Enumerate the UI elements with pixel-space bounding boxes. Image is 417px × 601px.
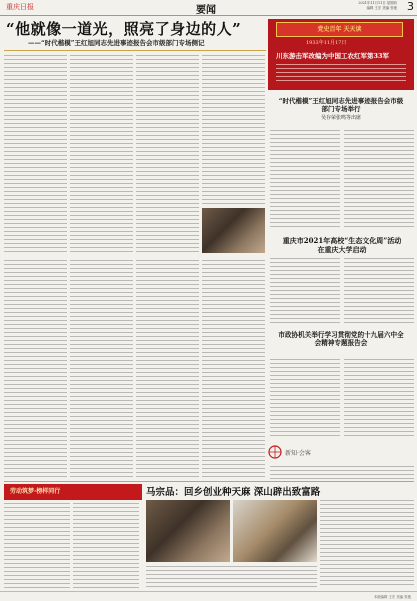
editor-line: 编辑 王宏 美编 张艳 — [366, 5, 397, 10]
right-headline-3: 市政协机关举行学习贯彻党的十九届六中全会精神专题报告会 — [278, 331, 404, 347]
right-column-3b — [344, 359, 414, 439]
lead-column-2 — [70, 55, 133, 255]
feature-column-1 — [4, 503, 70, 589]
page-number: 3 — [407, 0, 414, 13]
lead-column-3 — [136, 55, 199, 255]
lead-photo — [202, 208, 265, 253]
banner-label: 党史百年 天天读 — [276, 22, 403, 37]
lead-column-1 — [4, 55, 67, 255]
banner-body — [276, 64, 406, 84]
right-column-3a — [270, 359, 340, 439]
mid-column-4 — [202, 260, 265, 480]
right-column-2b — [344, 258, 414, 326]
lead-subhead: ——“时代楷模”王红旭同志先进事迹报告会市级部门专场侧记 — [28, 39, 205, 47]
footer-text: 本版编辑 王宏 美编 张艳 — [373, 595, 411, 599]
right-headline-1-text: “时代楷模”王红旭同志先进事迹报告会市级部门专场举行 — [278, 97, 404, 113]
date-line: 2021年11月11日 星期四 — [358, 1, 397, 5]
mid-column-3 — [136, 260, 199, 480]
paper-name: 重庆日报 — [6, 3, 34, 11]
feature-photo-1 — [146, 500, 230, 562]
mid-column-2 — [70, 260, 133, 480]
banner-body-lines — [276, 64, 406, 84]
lead-rule — [4, 50, 266, 51]
masthead-info — [358, 1, 397, 10]
lead-headline: “他就像一道光，照亮了身边的人” — [6, 20, 242, 38]
feature-headline: 马宗品：回乡创业种天麻 深山辟出致富路 — [146, 487, 321, 498]
right-column-1b — [344, 130, 414, 230]
news-logo — [268, 443, 323, 463]
right-headline-2: 重庆市2021年高校“生态文化周”活动在重庆大学启动 — [282, 236, 402, 254]
banner-date: 1933年11月17日 — [306, 40, 347, 46]
party-history-banner — [268, 19, 414, 90]
lower-rule — [4, 481, 414, 482]
labor-banner: 劳动筑梦·榜样同行 — [4, 484, 142, 500]
news-logo-text: 新知·会客 — [285, 450, 311, 457]
feature-photo-2 — [233, 500, 317, 562]
right-column-1a — [270, 130, 340, 230]
right-column-4 — [270, 466, 414, 480]
right-byline-1: 吴存荣张鸣等出席 — [320, 115, 361, 121]
globe-icon — [268, 445, 282, 459]
section-title: 要闻 — [196, 5, 216, 16]
feature-column-3 — [320, 500, 414, 588]
feature-column-2 — [73, 503, 139, 589]
feature-captions — [146, 566, 317, 588]
right-column-2a — [270, 258, 340, 326]
right-headline-1 — [277, 97, 405, 122]
masthead — [0, 0, 417, 16]
mid-column-1 — [4, 260, 67, 480]
banner-title: 川东游击军改编为中国工农红军第33军 — [276, 52, 390, 60]
lead-column-4 — [202, 55, 265, 205]
